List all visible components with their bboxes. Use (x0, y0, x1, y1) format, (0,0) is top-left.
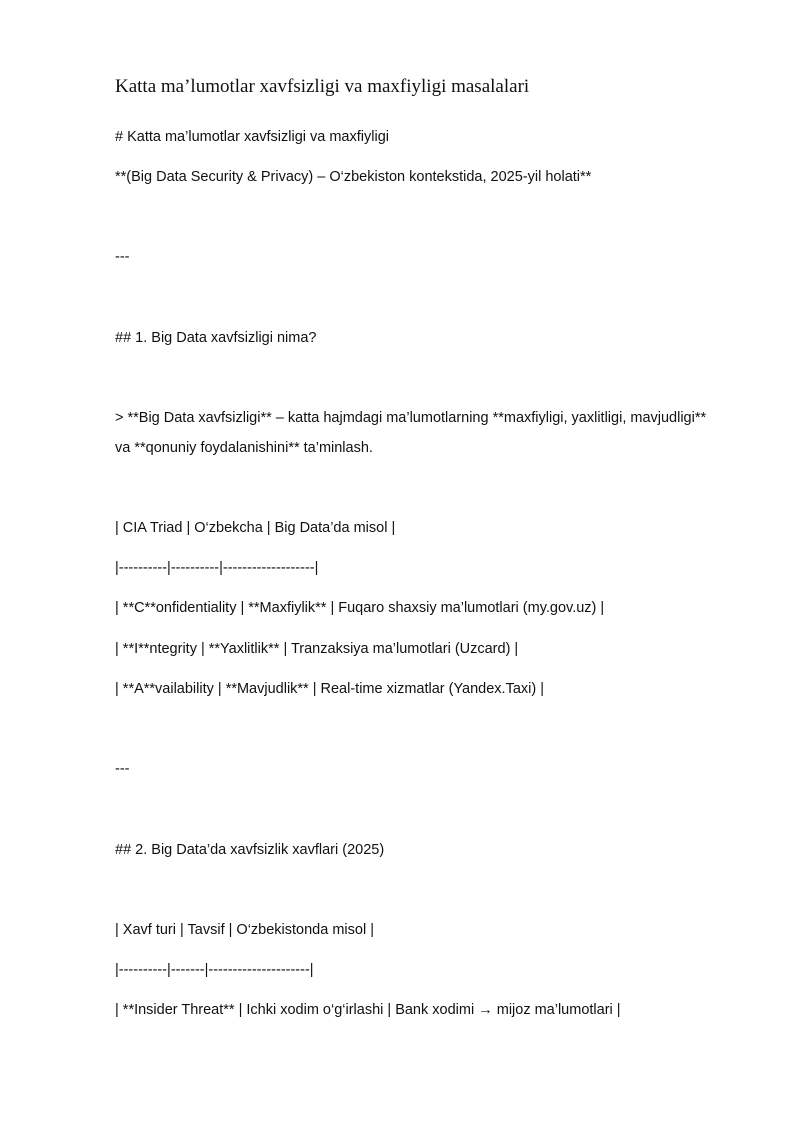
heading-h1: # Katta ma’lumotlar xavfsizligi va maxfiyligi (115, 129, 389, 145)
table-row: | **I**ntegrity | **Yaxlitlik** | Tranzaksiya ma’lumotlari (Uzcard) | (115, 641, 519, 657)
document-title: Katta ma’lumotlar xavfsizligi va maxfiyligi masalalari (115, 76, 530, 97)
table-separator-row: |----------|----------|-------------------| (115, 560, 319, 576)
heading-section-2: ## 2. Big Data’da xavfsizlik xavflari (2025) (115, 842, 385, 858)
table-row: | **Insider Threat** | Ichki xodim o‘g‘irlashi | Bank xodimi → mijoz ma’lumotlari | (115, 1002, 621, 1018)
table-header-row: | Xavf turi | Tavsif | O‘zbekistonda misol | (115, 922, 374, 938)
divider-line: --- (115, 761, 130, 777)
divider-line: --- (115, 249, 130, 265)
subtitle-line: **(Big Data Security & Privacy) – O‘zbekiston kontekstida, 2025-yil holati** (115, 169, 592, 185)
table-header-row: | CIA Triad | O‘zbekcha | Big Data’da misol | (115, 520, 396, 536)
heading-section-1: ## 1. Big Data xavfsizligi nima? (115, 330, 317, 346)
quote-line-continued: va **qonuniy foydalanishini** ta’minlash. (115, 440, 373, 456)
quote-line: > **Big Data xavfsizligi** – katta hajmdagi ma’lumotlarning **maxfiyligi, yaxlitligi, mavjudligi** (115, 410, 707, 426)
table-row: | **C**onfidentiality | **Maxfiylik** | Fuqaro shaxsiy ma’lumotlari (my.gov.uz) | (115, 600, 605, 616)
table-row: | **A**vailability | **Mavjudlik** | Real-time xizmatlar (Yandex.Taxi) | (115, 681, 544, 697)
table-separator-row: |----------|-------|---------------------| (115, 962, 314, 978)
